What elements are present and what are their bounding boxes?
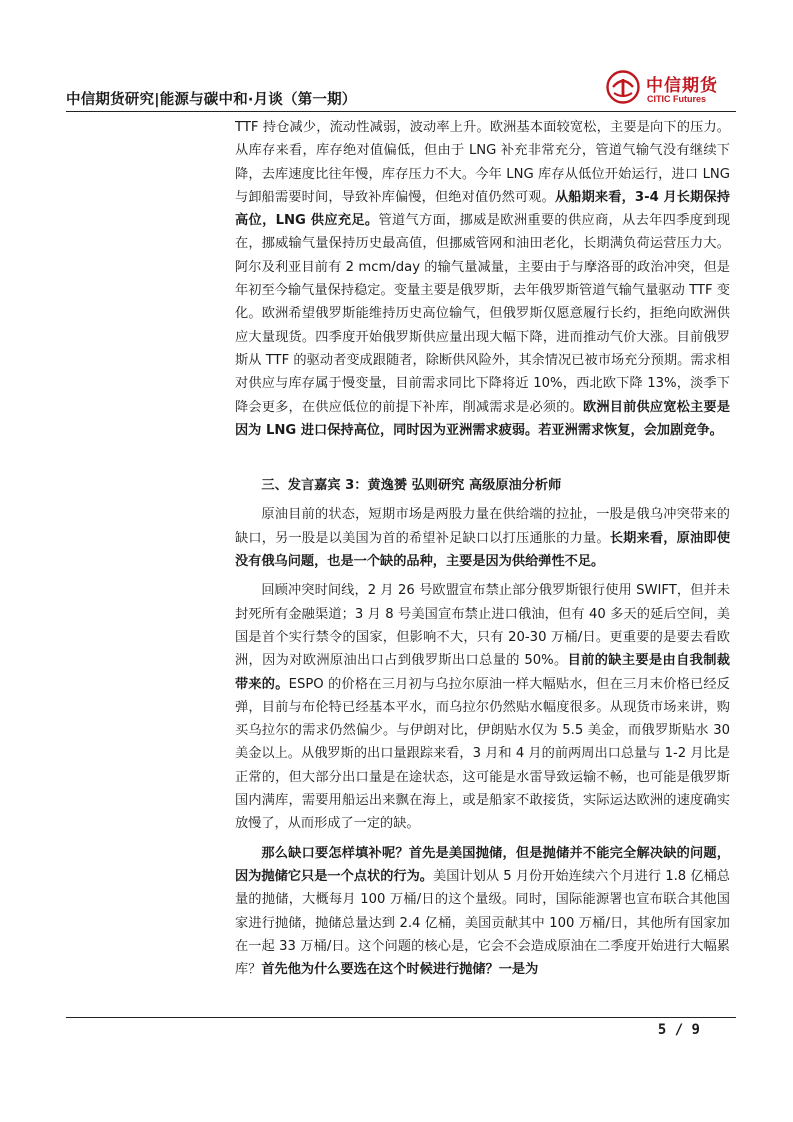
paragraph-text: TTF 持仓减少，流动性减弱，波动率上升。欧洲基本面较宽松，主要是向下的压力。从库存来看，库存绝对值偏低，但由于 LNG 补充非常充分，管道气输气没有继续下降，去库速度比往年慢，库存压力不大。今年 LNG 库存从低位开始运行，进口 LNG 与卸船需要时间，导致补库偏慢，但绝对值仍然可观。 bbox=[235, 120, 730, 205]
report-body bbox=[235, 116, 730, 981]
paragraph-crude-status bbox=[235, 503, 730, 573]
paragraph-emphasis: 那么缺口要怎样填补呢？首先是美国抛储，但是抛储并不能完全解决缺的问题，因为抛储它只是一个点状的行为。 bbox=[235, 845, 730, 884]
logo-english-name: CITIC Futures bbox=[647, 94, 707, 104]
page-header-title: 中信期货研究|能源与碳中和·月谈（第一期） bbox=[66, 92, 357, 108]
paragraph-text: 原油目前的状态，短期市场是两股力量在供给端的拉扯，一股是俄乌冲突带来的缺口，另一股是以美国为首的希望补足缺口以打压通胀的力量。 bbox=[235, 507, 730, 546]
citic-logo bbox=[606, 70, 736, 110]
paragraph-emphasis: 从船期来看，3-4 月长期保持高位，LNG 供应充足。 bbox=[235, 189, 730, 229]
page-number: 5 / 9 bbox=[657, 1022, 700, 1038]
paragraph-emphasis: 目前的缺主要是由自我制裁带来的。 bbox=[235, 653, 730, 692]
paragraph-conflict-timeline bbox=[235, 579, 730, 835]
footer-divider bbox=[66, 1017, 736, 1018]
paragraph-emphasis: 长期来看，原油即使没有俄乌问题，也是一个缺的品种，主要是因为供给弹性不足。 bbox=[235, 530, 731, 570]
logo-chinese-name: 中信期货 bbox=[646, 76, 718, 96]
paragraph-spr-release bbox=[235, 842, 730, 982]
citic-logo-emblem-icon bbox=[606, 70, 640, 104]
paragraph-text: 回顾冲突时间线，2 月 26 号欧盟宣布禁止部分俄罗斯银行使用 SWIFT，但并未封死所有金融渠道；3 月 8 号美国宣布禁止进口俄油，但有 40 多天的延后空间，美国是首个实行禁令的国家，但影响不大，只有 20-30 万桶/日。更重要的是要去看欧洲，因为对欧洲原油出口占到俄罗斯出口总量的 50%。 bbox=[235, 583, 730, 669]
paragraph-europe-gas bbox=[235, 116, 730, 442]
paragraph-emphasis: 欧洲目前供应宽松主要是因为 LNG 进口保持高位，同时因为亚洲需求疲弱。若亚洲需求恢复，会加剧竞争。 bbox=[235, 399, 731, 438]
header-divider bbox=[66, 111, 736, 112]
paragraph-text: 美国计划从 5 月份开始连续六个月进行 1.8 亿桶总量的抛储，大概每月 100 万桶/日的这个量级。同时，国际能源署也宣布联合其他国家进行抛储，抛储总量达到 2.4 亿桶，美国贡献其中 100 万桶/日，其他所有国家加在一起 33 万桶/日。这个问题的核心是，它会不会造成原油在二季度开始进行大幅累库？ bbox=[235, 868, 730, 978]
paragraph-text: 管道气方面，挪威是欧洲重要的供应商，从去年四季度到现在，挪威输气量保持历史最高值，但挪威管网和油田老化，长期满负荷运营压力大。阿尔及利亚目前有 2 mcm/day 的输气量减量，主要由于与摩洛哥的政治冲突，但是年初至今输气量保持稳定。变量主要是俄罗斯，去年俄罗斯管道气输气量驱动 TTF 变化。欧洲希望俄罗斯能维持历史高位输气，但俄罗斯仅愿意履行长约，拒绝向欧洲供应大量现货。四季度开始俄罗斯供应量出现大幅下降，进而推动气价大涨。目前俄罗斯从 TTF 的驱动者变成跟随者，除断供风险外，其余情况已被市场充分预期。需求相对供应与库存属于慢变量，目前需求同比下降将近 10%，西北欧下降 13%，淡季下降会更多，在供应低位的前提下补库，削减需求是必须的。 bbox=[235, 213, 731, 415]
paragraph-emphasis: 首先他为什么要选在这个时候进行抛储？一是为 bbox=[261, 962, 539, 978]
paragraph-text: ESPO 的价格在三月初与乌拉尔原油一样大幅贴水，但在三月末价格已经反弹，目前与布伦特已经基本平水，而乌拉尔仍然贴水幅度很多。从现货市场来讲，购买乌拉尔的需求仍然偏少。与伊朗对比，伊朗贴水仅为 5.5 美金，而俄罗斯贴水 30 美金以上。从俄罗斯的出口量跟踪来看，3 月和 4 月的前两周出口总量与 1-2 月比是正常的，但大部分出口量是在途状态，这可能是水雷导致运输不畅，也可能是俄罗斯国内满库，需要用船运出来飘在海上，或是船家不敢接货，实际运达欧洲的速度确实放慢了，从而形成了一定的缺。 bbox=[235, 676, 730, 832]
section-heading-speaker-3: 三、发言嘉宾 3：黄逸赟 弘则研究 高级原油分析师 bbox=[261, 478, 562, 494]
